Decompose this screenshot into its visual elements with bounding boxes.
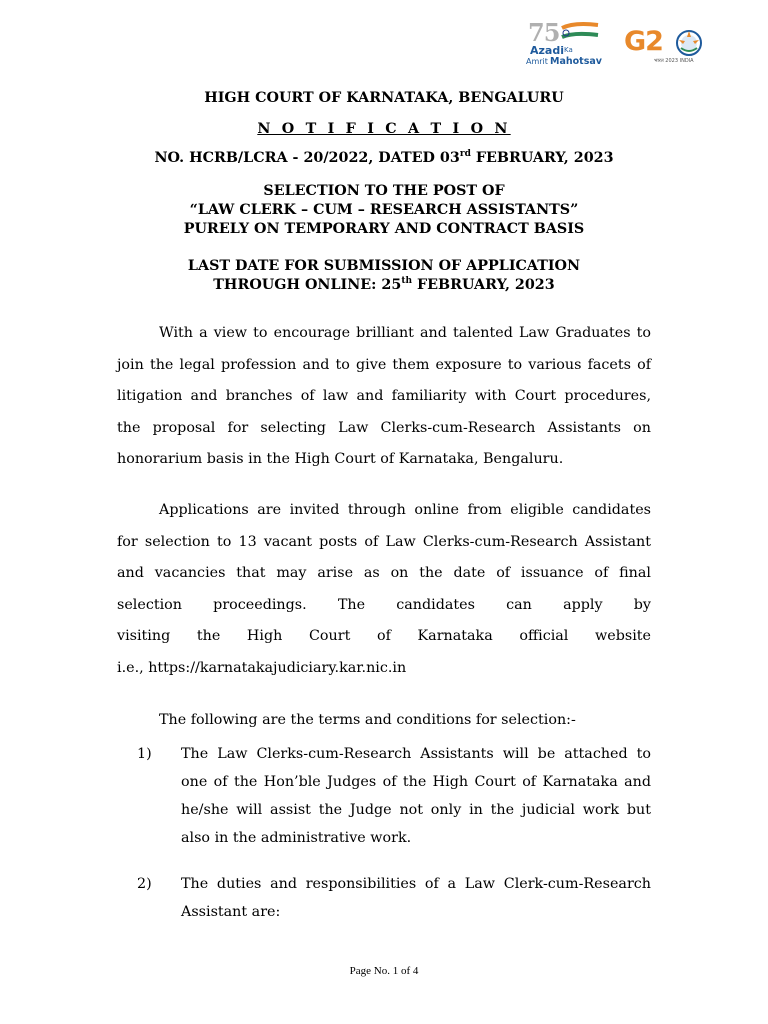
paragraph-line: Applications are invited through online from eligible candidates xyxy=(159,502,651,518)
paragraph-line: the proposal for selecting Law Clerks-cum-Research Assistants on xyxy=(117,419,651,436)
term-number: 1) xyxy=(137,746,152,762)
paragraph-line: for selection to 13 vacant posts of Law Clerks-cum-Research Assistant xyxy=(117,533,651,550)
last-date-line-2: THROUGH ONLINE: 25th FEBRUARY, 2023 xyxy=(213,276,555,293)
term-body xyxy=(181,740,651,852)
azadi-ka-amrit-mahotsav-logo xyxy=(526,18,606,70)
azadi-ka-text: Ka xyxy=(564,46,573,54)
selection-line-3: PURELY ON TEMPORARY AND CONTRACT BASIS xyxy=(183,221,585,237)
paragraph-line: litigation and branches of law and familiarity with Court procedures, xyxy=(117,388,651,405)
website-line: i.e., https://karnatakajudiciary.kar.nic.in xyxy=(117,659,407,676)
paragraph-line: and vacancies that may arise as on the date of issuance of final xyxy=(117,565,651,582)
notification-title: N O T I F I C A T I O N xyxy=(257,121,511,137)
term-line: he/she will assist the Judge not only in the judicial work but xyxy=(181,802,651,818)
g20-logo xyxy=(624,24,706,64)
terms-intro xyxy=(117,705,651,737)
page-number: Page No. 1 of 4 xyxy=(349,965,419,977)
paragraph-line: The following are the terms and conditions for selection:- xyxy=(159,712,576,728)
paragraph-line: join the legal profession and to give them exposure to various facets of xyxy=(117,356,651,373)
intro-paragraph xyxy=(117,318,651,476)
g20-subtext: भारत 2023 INDIA xyxy=(654,58,694,64)
paragraph-line: With a view to encourage brilliant and talented Law Graduates to xyxy=(159,325,651,341)
paragraph-line: selection proceedings. The candidates can apply by xyxy=(117,596,651,613)
mahotsav-text: Mahotsav xyxy=(550,56,602,67)
term-line: Assistant are: xyxy=(181,904,281,920)
court-title: HIGH COURT OF KARNATAKA, BENGALURU xyxy=(204,90,564,106)
g20-text: G2 xyxy=(624,26,663,57)
azadi-number: 75 xyxy=(528,18,560,47)
azadi-text: Azadi xyxy=(530,44,564,57)
lotus-globe-icon xyxy=(674,28,704,58)
term-body xyxy=(181,870,651,926)
selection-line-1: SELECTION TO THE POST OF xyxy=(263,183,505,199)
term-line: The Law Clerks-cum-Research Assistants will be attached to xyxy=(181,746,651,762)
paragraph-line: honorarium basis in the High Court of Karnataka, Bengaluru. xyxy=(117,451,564,468)
paragraph-line: visiting the High Court of Karnataka official website xyxy=(117,628,651,645)
applications-paragraph xyxy=(117,495,651,685)
selection-line-2: “LAW CLERK – CUM – RESEARCH ASSISTANTS” xyxy=(189,202,579,218)
term-number: 2) xyxy=(137,876,152,892)
amrit-text: Amrit xyxy=(526,57,548,66)
notification-number: NO. HCRB/LCRA - 20/2022, DATED 03rd FEBRUARY, 2023 xyxy=(154,149,614,166)
term-line: The duties and responsibilities of a Law Clerk-cum-Research xyxy=(181,876,651,892)
header-logos xyxy=(526,18,706,70)
term-line: one of the Hon’ble Judges of the High Court of Karnataka and xyxy=(181,774,651,790)
term-line: also in the administrative work. xyxy=(181,830,412,846)
tricolour-flag-icon xyxy=(560,22,600,42)
last-date-line-1: LAST DATE FOR SUBMISSION OF APPLICATION xyxy=(187,258,581,274)
